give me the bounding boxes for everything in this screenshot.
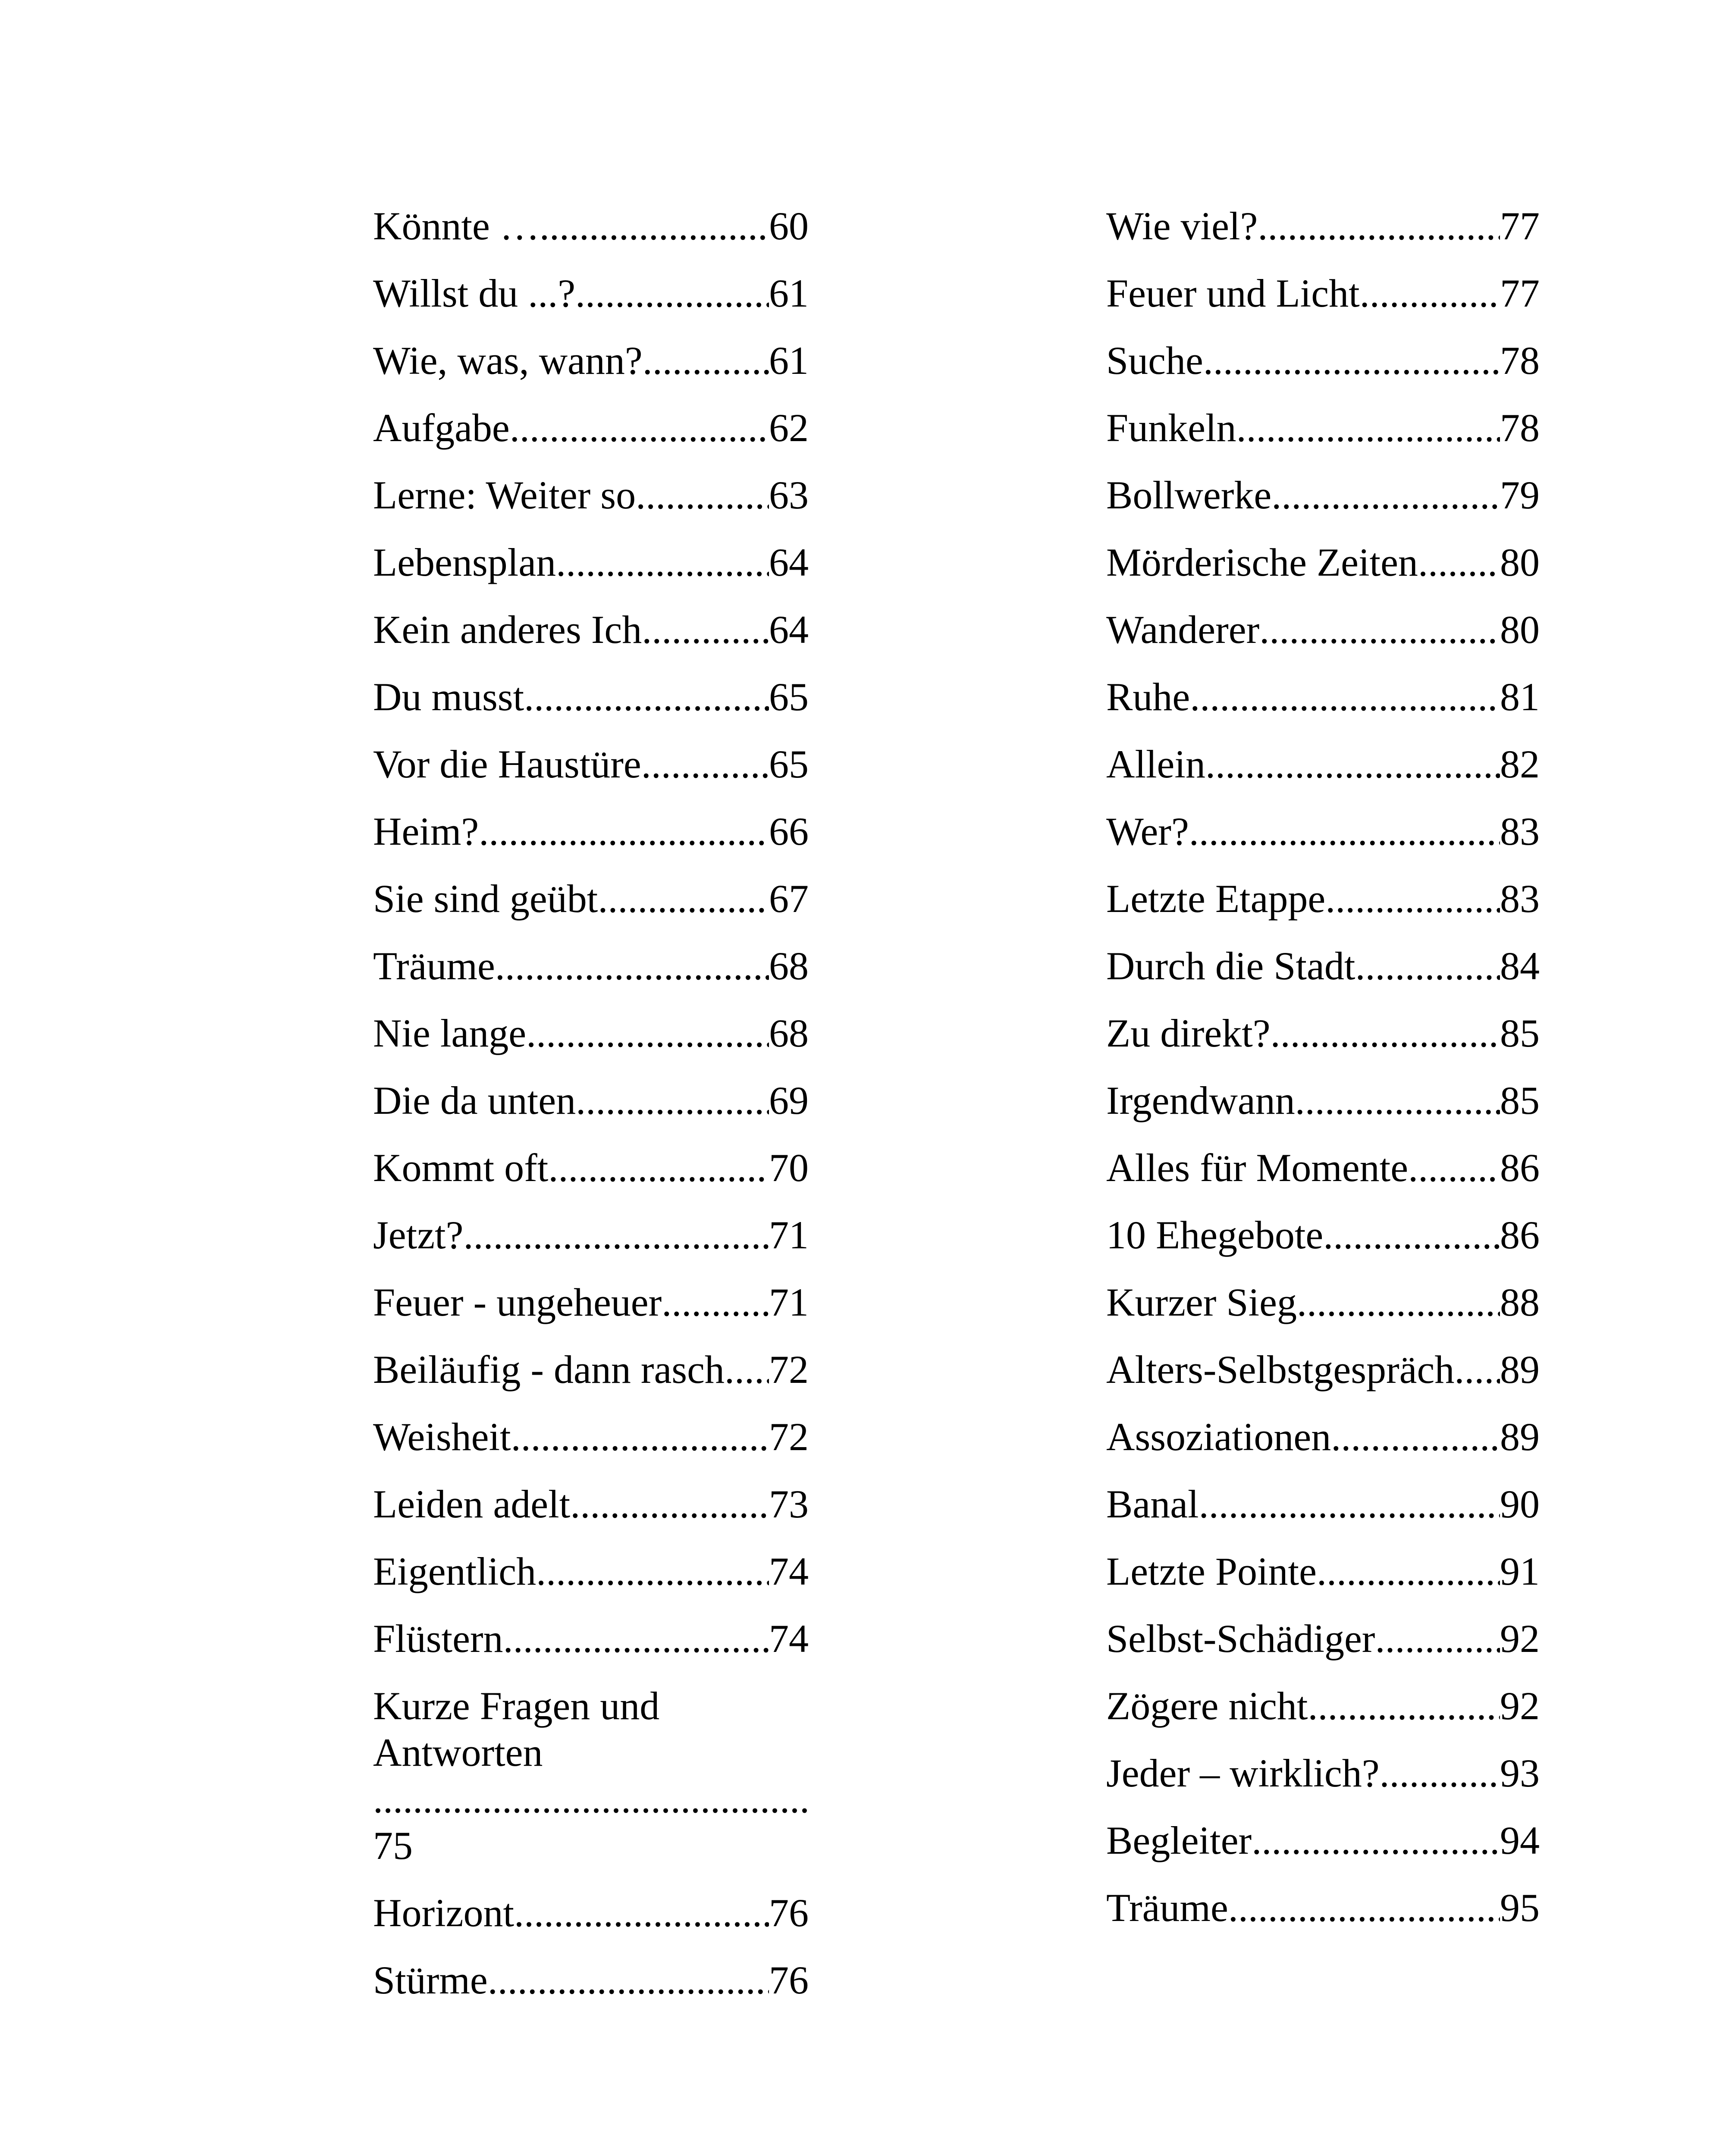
toc-entry[interactable] — [373, 1279, 809, 1326]
toc-entry-page-number: 71 — [769, 1280, 809, 1324]
toc-entry-title: Könnte … — [373, 204, 540, 248]
toc-entry[interactable] — [1106, 741, 1540, 787]
toc-entry-title: Durch die Stadt — [1106, 944, 1355, 988]
toc-entry-page-number: 63 — [769, 473, 809, 517]
toc-entry-page-number: 92 — [1500, 1684, 1540, 1728]
toc-entry-page-number: 80 — [1500, 540, 1540, 584]
toc-entry[interactable] — [373, 1413, 809, 1460]
dot-leader — [511, 1413, 769, 1460]
toc-entry-page-number: 94 — [1500, 1818, 1540, 1862]
toc-entry-page-number: 60 — [769, 204, 809, 248]
toc-entry-page-number: 67 — [769, 877, 809, 921]
toc-entry[interactable] — [1106, 337, 1540, 384]
toc-entry[interactable] — [1106, 1615, 1540, 1662]
toc-entry-page-number: 85 — [1500, 1078, 1540, 1122]
toc-entry-page-number: 84 — [1500, 944, 1540, 988]
dot-leader — [1203, 337, 1500, 384]
toc-entry[interactable] — [373, 1346, 809, 1393]
toc-entry-title: Wie, was, wann? — [373, 338, 643, 382]
toc-entry[interactable] — [1106, 1413, 1540, 1460]
toc-entry-title: Wanderer — [1106, 608, 1260, 652]
toc-entry-title: Letzte Etappe — [1106, 877, 1326, 921]
toc-entry-title: Die da unten — [373, 1078, 576, 1122]
toc-entry-page-number: 76 — [769, 1958, 809, 2002]
dot-leader — [556, 539, 769, 586]
toc-entry-page-number: 76 — [769, 1891, 809, 1935]
dot-leader — [1380, 1750, 1500, 1796]
toc-entry-page-number: 89 — [1500, 1415, 1540, 1459]
toc-entry[interactable] — [1106, 1884, 1540, 1931]
dot-leader — [1297, 1279, 1500, 1326]
toc-entry-page-number: 95 — [1500, 1886, 1540, 1930]
toc-entry[interactable] — [373, 674, 809, 720]
toc-entry[interactable] — [1106, 943, 1540, 989]
toc-entry-title: Alters-Selbstgespräch — [1106, 1348, 1455, 1391]
toc-entry-page-number: 68 — [769, 944, 809, 988]
toc-entry[interactable] — [1106, 1010, 1540, 1056]
toc-entry[interactable] — [373, 741, 809, 787]
toc-entry-title: Suche — [1106, 338, 1203, 382]
dot-leader — [1228, 1884, 1500, 1931]
toc-entry-title: Heim? — [373, 809, 479, 853]
toc-entry-title: Ruhe — [1106, 675, 1190, 719]
toc-entry-page-number: 70 — [769, 1146, 809, 1190]
toc-entry[interactable] — [373, 1144, 809, 1191]
dot-leader — [1205, 741, 1500, 787]
toc-entry[interactable] — [1106, 1481, 1540, 1527]
toc-entry-page-number: 69 — [769, 1078, 809, 1122]
toc-entry-page-number: 73 — [769, 1482, 809, 1526]
toc-entry-page-number: 82 — [1500, 742, 1540, 786]
dot-leader — [1252, 1817, 1500, 1864]
toc-entry[interactable] — [373, 203, 809, 249]
toc-entry-page-number: 85 — [1500, 1011, 1540, 1055]
dot-leader — [1259, 606, 1500, 653]
toc-entry[interactable] — [1106, 875, 1540, 922]
dot-leader — [1418, 539, 1500, 586]
toc-entry-page-number: 75 — [373, 1824, 413, 1868]
dot-leader — [488, 1957, 769, 2003]
toc-entry[interactable] — [373, 1890, 809, 1936]
toc-entry-page-number: 66 — [769, 809, 809, 853]
dot-leader — [662, 1279, 769, 1326]
toc-entry-page-number: 74 — [769, 1617, 809, 1661]
toc-entry-title: Lebensplan — [373, 540, 556, 584]
toc-entry-page-number: 64 — [769, 540, 809, 584]
toc-entry[interactable] — [1106, 404, 1540, 451]
dot-leader — [1258, 203, 1500, 249]
toc-entry-title: Aufgabe — [373, 406, 510, 450]
toc-column-right — [1106, 203, 1540, 1952]
dot-leader — [1308, 1683, 1500, 1729]
toc-entry-title: Weisheit — [373, 1415, 511, 1459]
toc-entry[interactable] — [1106, 1077, 1540, 1124]
toc-entry-page-number: 89 — [1500, 1348, 1540, 1391]
dot-leader — [1408, 1144, 1500, 1191]
toc-entry[interactable] — [373, 1683, 809, 1869]
dot-leader — [514, 1890, 769, 1936]
toc-entry-title: Jetzt? — [373, 1213, 464, 1257]
toc-entry-page-number: 65 — [769, 675, 809, 719]
dot-leader — [636, 472, 769, 518]
toc-entry-page-number: 86 — [1500, 1146, 1540, 1190]
toc-entry[interactable] — [373, 404, 809, 451]
toc-entry-title: Leiden adelt — [373, 1482, 571, 1526]
toc-entry-page-number: 92 — [1500, 1617, 1540, 1661]
toc-entry-page-number: 61 — [769, 338, 809, 382]
dot-leader — [725, 1346, 769, 1393]
dot-leader — [598, 875, 769, 922]
dot-leader — [524, 674, 769, 720]
toc-entry-title: Funkeln — [1106, 406, 1236, 450]
toc-entry[interactable] — [1106, 1279, 1540, 1326]
toc-entry-title: Du musst — [373, 675, 524, 719]
toc-entry-title: Selbst-Schädiger — [1106, 1617, 1375, 1661]
toc-entry-title: Sie sind geübt — [373, 877, 598, 921]
toc-entry[interactable] — [1106, 1548, 1540, 1595]
toc-entry-title: Feuer - ungeheuer — [373, 1280, 662, 1324]
dot-leader — [495, 943, 769, 989]
dot-leader — [1271, 1010, 1500, 1056]
toc-entry[interactable] — [373, 1077, 809, 1124]
dot-leader — [1375, 1615, 1500, 1662]
dot-leader — [503, 1615, 769, 1662]
toc-entry-title: Begleiter — [1106, 1818, 1252, 1862]
dot-leader — [463, 1212, 769, 1258]
toc-entry[interactable] — [373, 472, 809, 518]
toc-entry-page-number: 93 — [1500, 1751, 1540, 1795]
dot-leader — [1271, 472, 1500, 518]
toc-entry-title: Kein anderes Ich — [373, 608, 642, 652]
toc-entry-title: 10 Ehegebote — [1106, 1213, 1324, 1257]
toc-entry-page-number: 65 — [769, 742, 809, 786]
toc-entry[interactable] — [373, 1548, 809, 1595]
toc-entry-page-number: 68 — [769, 1011, 809, 1055]
toc-entry-title: Kommt oft — [373, 1146, 549, 1190]
toc-entry[interactable] — [1106, 808, 1540, 855]
toc-entry-title: Antworten — [373, 1730, 543, 1774]
dot-leader — [1190, 674, 1500, 720]
toc-entry[interactable] — [373, 875, 809, 922]
toc-entry-title: Horizont — [373, 1891, 515, 1935]
dot-leader — [1355, 943, 1500, 989]
dot-leader — [1331, 1413, 1500, 1460]
toc-entry-title-line: Kurze Fragen und — [373, 1684, 660, 1728]
toc-entry-page-number: 86 — [1500, 1213, 1540, 1257]
toc-entry-page-number: 83 — [1500, 809, 1540, 853]
toc-entry-page-number: 88 — [1500, 1280, 1540, 1324]
toc-entry-title: Träume — [373, 944, 495, 988]
toc-entry-page-number: 80 — [1500, 608, 1540, 652]
toc-entry-title: Alles für Momente — [1106, 1146, 1409, 1190]
toc-entry[interactable] — [373, 270, 809, 317]
dot-leader — [576, 1077, 769, 1124]
toc-entry-title: Letzte Pointe — [1106, 1549, 1317, 1593]
dot-leader — [1189, 808, 1500, 855]
toc-entry[interactable] — [373, 943, 809, 989]
toc-entry-title: Irgendwann — [1106, 1078, 1295, 1122]
toc-entry[interactable] — [1106, 539, 1540, 586]
toc-entry-page-number: 62 — [769, 406, 809, 450]
toc-entry-page-number: 78 — [1500, 338, 1540, 382]
toc-column-left — [373, 203, 809, 2024]
toc-entry-page-number: 91 — [1500, 1549, 1540, 1593]
toc-entry-page-number: 77 — [1500, 204, 1540, 248]
toc-entry[interactable] — [373, 808, 809, 855]
toc-entry[interactable] — [1106, 1750, 1540, 1796]
toc-entry-page-number: 81 — [1500, 675, 1540, 719]
toc-entry[interactable] — [373, 1481, 809, 1527]
toc-entry[interactable] — [373, 606, 809, 653]
toc-entry-title: Assoziationen — [1106, 1415, 1331, 1459]
dot-leader — [536, 1548, 769, 1595]
toc-entry-title: Träume — [1106, 1886, 1228, 1930]
toc-entry-page-number: 64 — [769, 608, 809, 652]
toc-entry-title: Flüstern — [373, 1617, 503, 1661]
toc-entry-title: Feuer und Licht — [1106, 271, 1360, 315]
toc-entry[interactable] — [1106, 674, 1540, 720]
toc-entry-title: Zu direkt? — [1106, 1011, 1271, 1055]
dot-leader — [1295, 1077, 1500, 1124]
toc-entry[interactable] — [373, 337, 809, 384]
toc-entry[interactable] — [1106, 1144, 1540, 1191]
toc-entry-title: Banal — [1106, 1482, 1199, 1526]
dot-leader — [526, 1010, 769, 1056]
toc-entry[interactable] — [1106, 1346, 1540, 1393]
toc-entry-title: Stürme — [373, 1958, 488, 2002]
toc-entry-page-number: 74 — [769, 1549, 809, 1593]
toc-entry-title: Zögere nicht — [1106, 1684, 1308, 1728]
toc-entry-title: Allein — [1106, 742, 1205, 786]
dot-leader — [1325, 875, 1500, 922]
dot-leader — [1454, 1346, 1500, 1393]
toc-entry-page-number: 77 — [1500, 271, 1540, 315]
toc-entry-title: Bollwerke — [1106, 473, 1272, 517]
toc-entry[interactable] — [373, 1212, 809, 1258]
toc-entry-page-number: 72 — [769, 1348, 809, 1391]
toc-entry-title: Eigentlich — [373, 1549, 537, 1593]
toc-entry-title: Wie viel? — [1106, 204, 1258, 248]
toc-entry[interactable] — [373, 1010, 809, 1056]
toc-entry-page-number: 78 — [1500, 406, 1540, 450]
toc-entry-title: Mörderische Zeiten — [1106, 540, 1418, 584]
dot-leader — [540, 203, 769, 249]
toc-entry[interactable] — [1106, 270, 1540, 317]
toc-entry-title: Nie lange — [373, 1011, 527, 1055]
dot-leader — [548, 1144, 769, 1191]
toc-entry-title: Wer? — [1106, 809, 1189, 853]
toc-entry-page-number: 72 — [769, 1415, 809, 1459]
dot-leader — [373, 1776, 809, 1822]
toc-entry-title: Willst du ...? — [373, 271, 576, 315]
toc-entry[interactable] — [373, 1615, 809, 1662]
toc-entry[interactable] — [373, 539, 809, 586]
toc-entry[interactable] — [373, 1957, 809, 2003]
dot-leader — [642, 606, 769, 653]
dot-leader — [510, 404, 769, 451]
dot-leader — [1323, 1212, 1500, 1258]
dot-leader — [1236, 404, 1500, 451]
toc-entry[interactable] — [1106, 606, 1540, 653]
toc-entry[interactable] — [1106, 1683, 1540, 1729]
toc-entry[interactable] — [1106, 203, 1540, 249]
dot-leader — [479, 808, 769, 855]
toc-entry[interactable] — [1106, 472, 1540, 518]
dot-leader — [1360, 270, 1500, 317]
dot-leader — [643, 337, 769, 384]
toc-entry-title: Kurzer Sieg — [1106, 1280, 1297, 1324]
toc-entry-page-number: 90 — [1500, 1482, 1540, 1526]
toc-entry-page-number: 79 — [1500, 473, 1540, 517]
toc-entry-title: Lerne: Weiter so — [373, 473, 636, 517]
dot-leader — [570, 1481, 769, 1527]
toc-entry-title: Jeder – wirklich? — [1106, 1751, 1380, 1795]
toc-entry[interactable] — [1106, 1817, 1540, 1864]
dot-leader — [1317, 1548, 1500, 1595]
toc-entry-page-number: 71 — [769, 1213, 809, 1257]
dot-leader — [1199, 1481, 1500, 1527]
toc-entry-page-number: 61 — [769, 271, 809, 315]
dot-leader — [575, 270, 769, 317]
dot-leader — [641, 741, 769, 787]
toc-entry[interactable] — [1106, 1212, 1540, 1258]
toc-entry-title: Vor die Haustüre — [373, 742, 641, 786]
toc-entry-title: Beiläufig - dann rasch — [373, 1348, 725, 1391]
toc-entry-page-number: 83 — [1500, 877, 1540, 921]
